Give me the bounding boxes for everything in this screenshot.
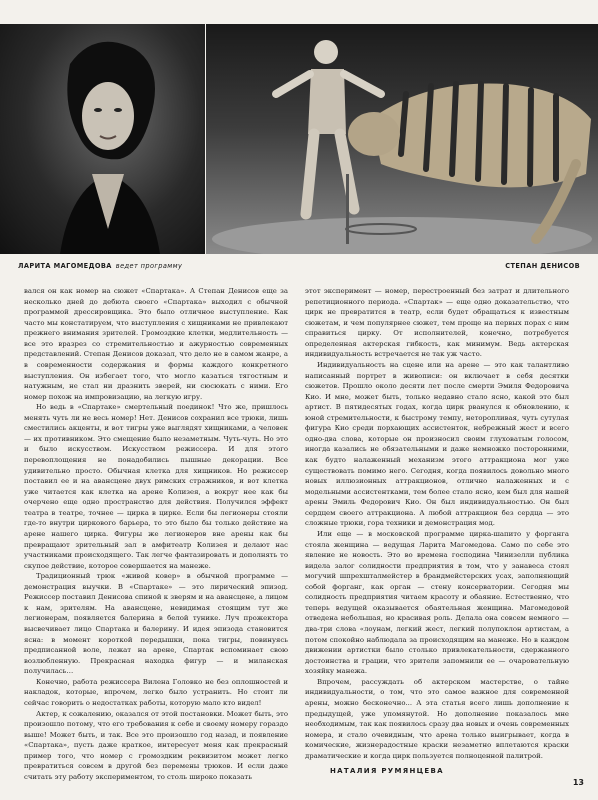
paragraph: Индивидуальность на сцене или на арене — это как талантливо написанный портрет в живописи: он включает в себя десятки сюжетов. Прошло около десяти лет после смерти Эмиля Федоровича Кио. И мне, может быть, только недавно стало ясно, какой это был артист. В пятидесятых годах, когда цирк рванулся к обновлению, к юной стремительности, к быстрому темпу, неторопливая, чуть сутулая фигура Кио среди порхающих ассистенток, небрежный жест и всего одно-два слова, которые он произносил своим глуховатым голосом, иногда казались не обязательными и даже немножко посторонними, как будто налаженный механизм этого аттракциона мог уже существовать помимо него. Сегодня, когда появилось довольно много новых иллюзионных аттракционов, отлично налаженных и с модельными ассистентками, тем более стало ясно, кем был для нашей арены Эмиль Федорович Кио. Он был индивидуальностью. Он был сердцем своего аттракциона. А любой аттракцион без сердца — это сложные трюки, гора техники и демонстрация мод. [305, 360, 569, 528]
photo-larita-magomedova [0, 24, 205, 254]
paragraph: Актер, к сожалению, оказался от этой постановки. Может быть, это произошло потому, что его требования к себе и своему номеру гораздо выше! Может быть, и так. Все это произошло год назад, и появление «Спартака», пусть даже краткое, интересует меня как прекрасный пример того, что номер с громоздким реквизитом может легко превратиться совсем в другой без перемены трюков. И если даже считать эту работу экспериментом, то столь широко показать [24, 709, 288, 781]
caption-role-left: ведет программу [115, 262, 183, 270]
photo-caption-left [18, 262, 182, 270]
tamer-with-tiger-illustration [206, 24, 598, 254]
article-column-left [24, 286, 288, 782]
paragraph: Впрочем, рассуждать об актерском мастерстве, о тайне индивидуальности, о том, что это самое важное для современной арены, можно бесконечно... А эта статья всего лишь дополнение к предыдущей, уже упомянутой. Но дополнение показалось мне необходимым, так как появилось сразу два новых и очень современных номера, и стало очевидным, что арена только выигрывает, когда в комические, жизнерадостные краски незаметно вплетаются краски драматические и когда цирк пользуется полноценной палитрой. [305, 677, 569, 760]
paragraph: вался он как номер на сюжет «Спартака». А Степан Денисов еще за несколько дней до дебюта своего «Спартака» выходил с обычной программой дрессировщика. Это было отличное выступление. Как часто мы констатируем, что выступления с хищниками не привлекают прежнего внимания зрителей. Громоздкие клетки, медлительность — все это вразрез со стремительностью и ажурностью современных представлений. Степан Денисов доказал, что дело не в самом жанре, а в современности содержания и формы каждого конкретного выступления. Он избегает того, что могло казаться тягостным и натужным, не стал ни дразнить зверей, ни сюсюкать с ними. Его номер похож на импровизацию, на легкую игру. [24, 287, 288, 401]
paragraph: Конечно, работа режиссера Вилена Головко не без оплошностей и накладок, которые, впрочем, легко было устранить. Но стоит ли сейчас говорить о недостатках работы, которую мало кто видел! [24, 677, 288, 707]
paragraph: Или еще — в московской программе цирка-шапито у форганга стояла женщина — ведущая Ларита Магомедова. Само по себе это явление не новость. Это во времена господина Чинизелли публика видела залог солидности предприятия в том, что у занавеса стоял могучий шпрехшталмейстер в брандмейстерских усах, заполняющий собой форганг, как орган — стену консерватории. Сегодня мы солидность предприятия читаем красоту и обаяние. Естественно, что теперь ведущей оказывается обаятельная женщина. Магомедовой отведена небольшая, но красивая роль. Делала она совсем немного — два-три слова «лоунам, легкий жест, легкий полупоклон артистам, а потом спокойно наблюдала за происходящим на манеже. Но в каждом движении артистки было столько привлекательности, сдержанного достоинства и грации, что зрители запомнили ее — очаровательную хозяйку манежа. [305, 529, 569, 676]
paragraph: этот эксперимент — номер, перестроенный без затрат и длительного репетиционного периода. «Спартак» — еще одно доказательство, что цирк не превратится в театр, если будет обращаться к известным сюжетам, и чем популярнее сюжет, тем проще на первых порах с ним справиться цирку. От исполнителей, конечно, потребуется определенная актерская гибкость, как минимум. Ведь актерская индивидуальность встречается не так уж часто. [305, 287, 569, 359]
author-byline: НАТАЛИЯ РУМЯНЦЕВА [330, 767, 444, 775]
caption-name-left: ЛАРИТА МАГОМЕДОВА [18, 262, 112, 270]
photo-caption-right [505, 262, 580, 270]
paragraph: Но ведь в «Спартаке» смертельный поединок! Что же, пришлось менять чуть ли не весь номер! Нет. Денисов сохранил все трюки, лишь сместились акценты, и вот тигры уже выглядят хищниками, а человек — их противником. Это смещение было незаметным. Чуть-чуть. Но это и было искусством. Искусством режиссера. И для этого перевоплощения не понадобились пышные декорации. Все удивительно просто. Обычная клетка для хищников. Но режиссер поставил ее и на авансцене двух римских стражников, и вот клетка уже читается как клетка на арене Колизея, а вокруг нее как бы очерчено еще одно пространство для действия. Получился эффект театра в театре, точнее — цирка в цирке. Если бы легионеры стояли где-то внутри циркового барьера, то это было бы только действие на арене нашего цирка. Фигуры же легионеров вне арены как бы превращают зрительный зал в амфитеатр Колизея и делают нас участниками происходящего. Так легче фантазировать и дополнять то скупое действие, которое совершается на манеже. [24, 403, 288, 570]
woman-portrait-illustration [0, 24, 205, 254]
caption-name-right: СТЕПАН ДЕНИСОВ [505, 262, 580, 270]
paragraph: Традиционный трюк «живой ковер» в обычной программе — демонстрация выучки. В «Спартаке» — это лирический эпизод. Режиссер поставил Денисова спиной к зверям и на авансцене, а лицом к нам, зрителям. На авансцене, невидимая стоящим тут же легионерам, появляется балерина в белой тунике. Луч прожектора высвечивает лицо Спартака и балерину. И идея эпизода становится ясна: в момент короткой передышки, пока тигры, повинуясь предписанной воле, лежат на арене, Спартак вспоминает свою возлюбленную. Прекрасная находка фигур — и миланская получилась… [24, 572, 288, 676]
article-column-right [305, 286, 569, 761]
photo-stepan-denisov-tiger [206, 24, 598, 254]
page-number: 13 [572, 778, 584, 787]
